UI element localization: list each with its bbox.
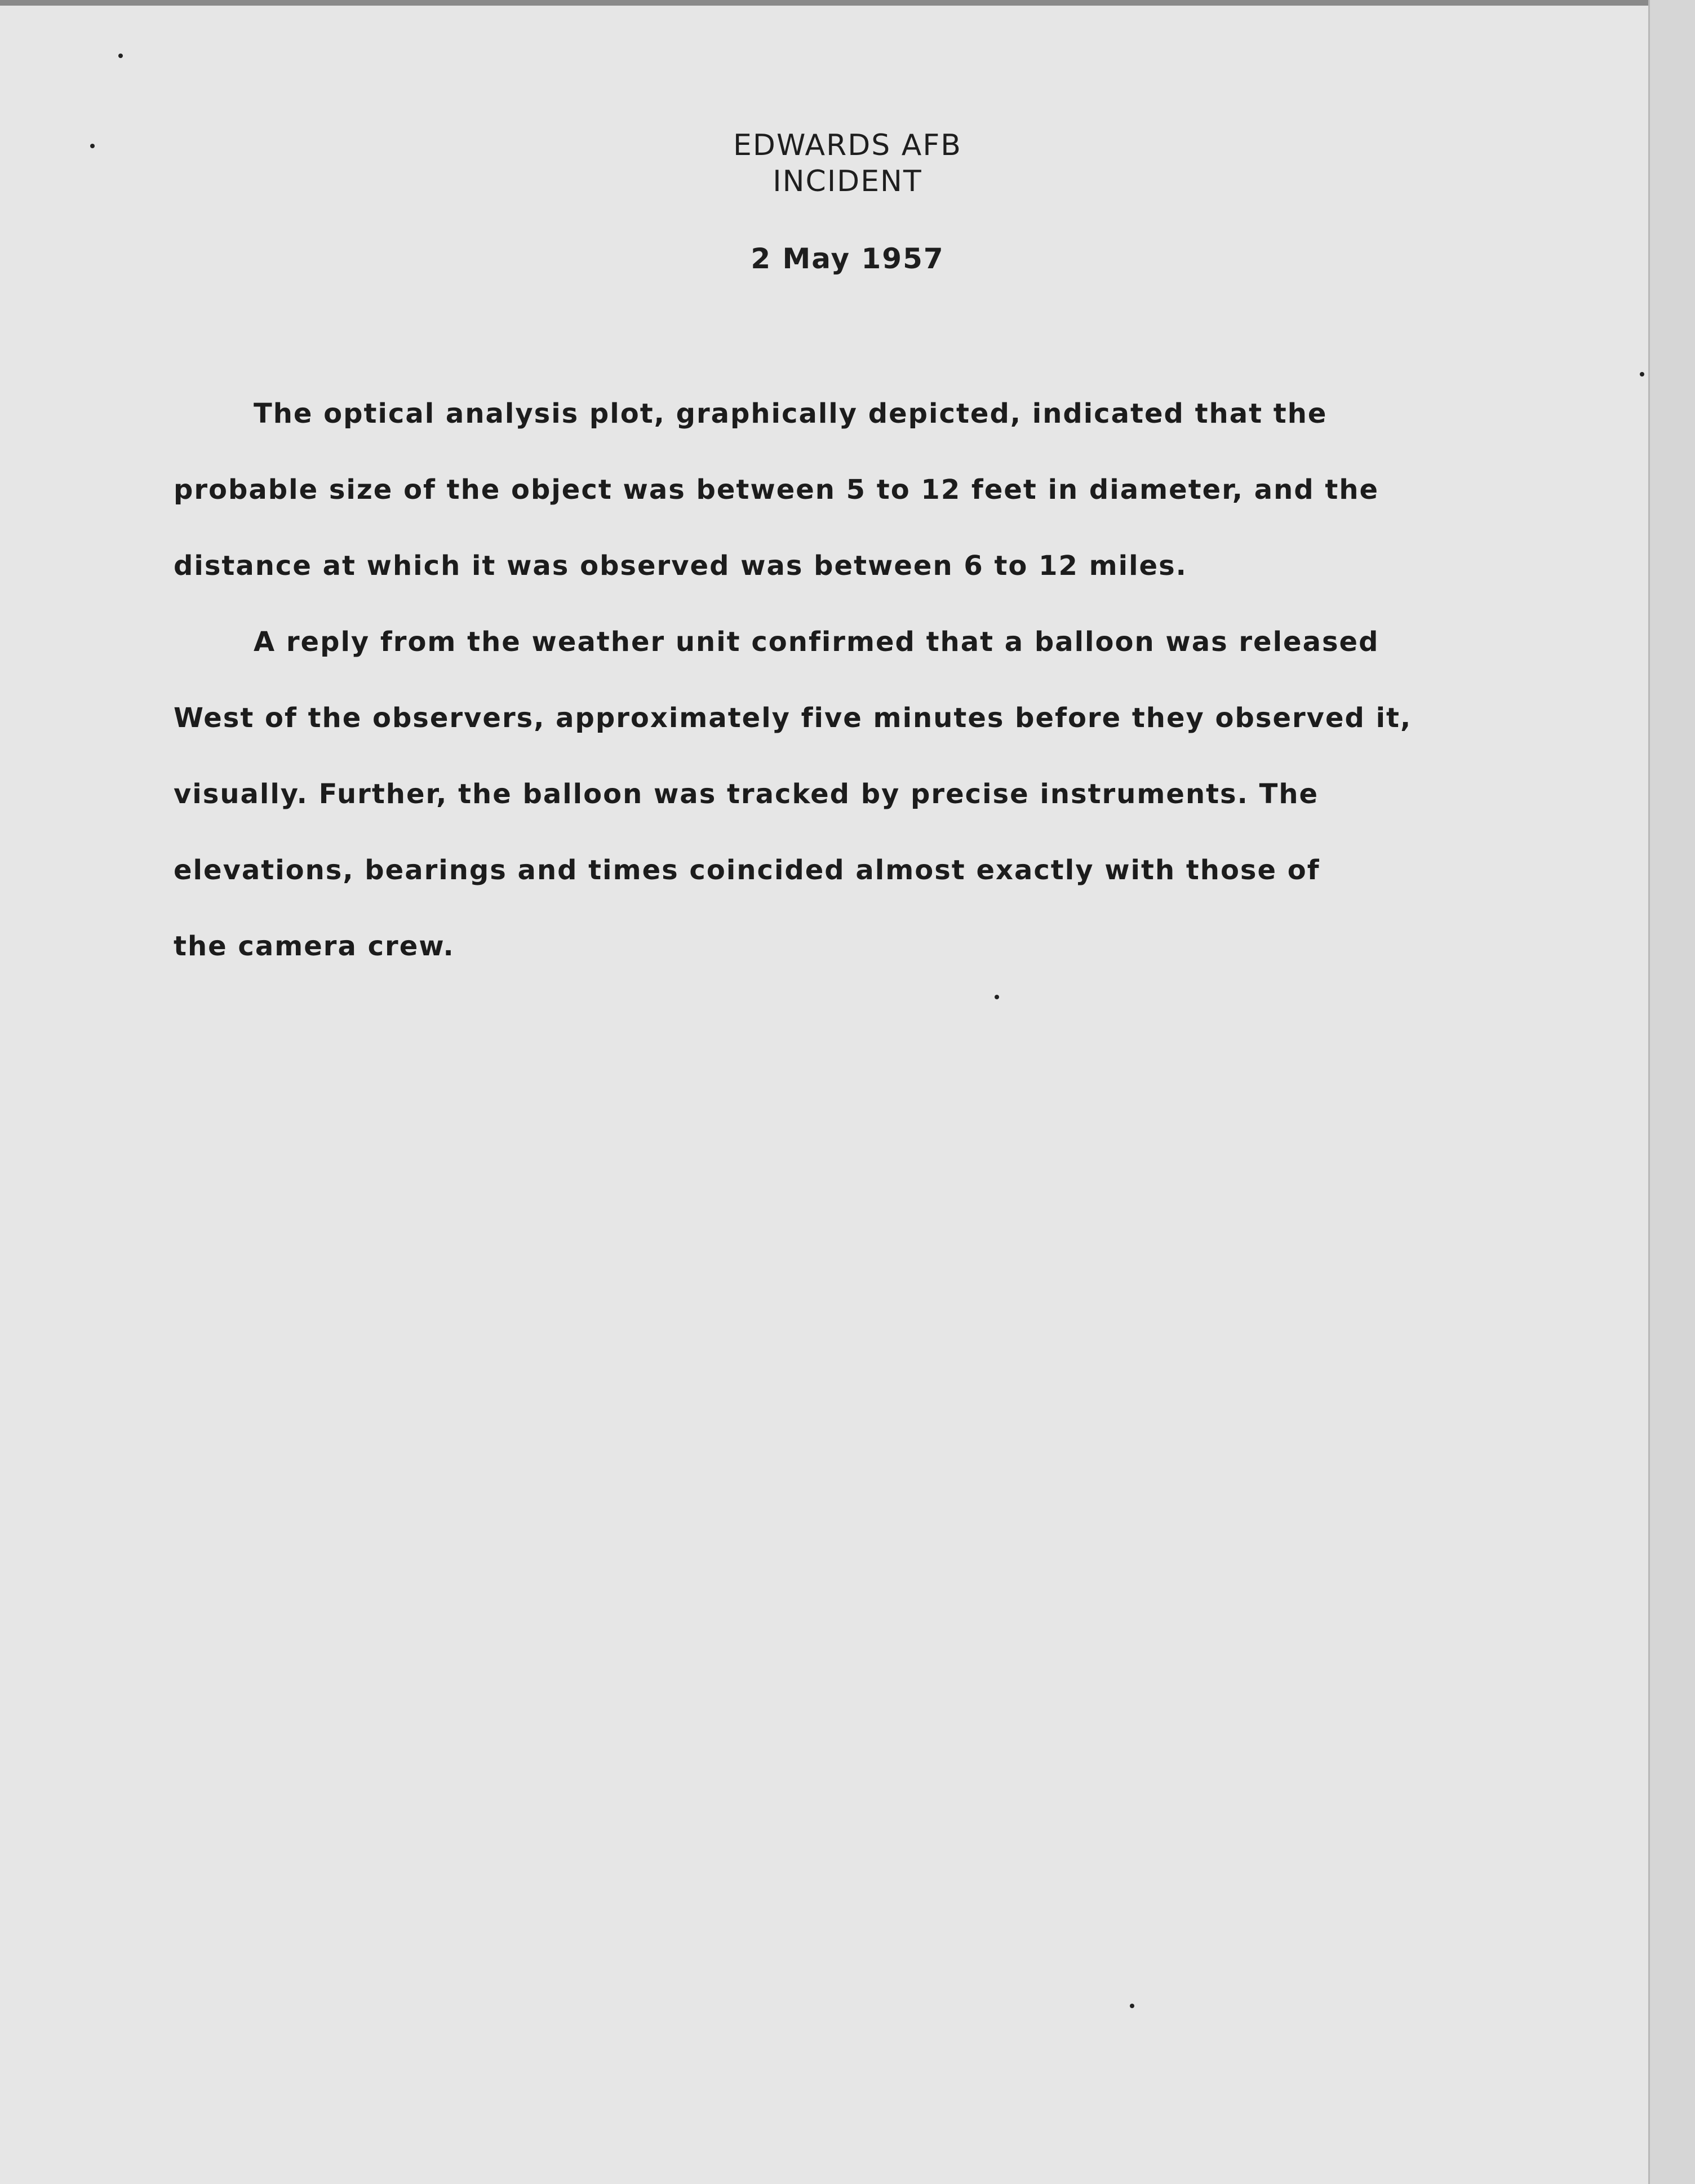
document-title-line-1: EDWARDS AFB bbox=[733, 129, 962, 162]
paragraph-1-line-3: distance at which it was observed was between 6 to 12 miles. bbox=[174, 550, 1187, 582]
bleed-through-shadow bbox=[237, 975, 1533, 1009]
document-title-line-2: INCIDENT bbox=[773, 165, 922, 198]
scan-right-edge bbox=[1648, 0, 1695, 2184]
document-date: 2 May 1957 bbox=[751, 242, 944, 275]
paragraph-1-line-2: probable size of the object was between 5 to 12 feet in diameter, and the bbox=[174, 474, 1379, 506]
paragraph-2-line-3: visually. Further, the balloon was tracked by precise instruments. The bbox=[174, 778, 1319, 810]
paragraph-2-line-5: the camera crew. bbox=[174, 931, 455, 962]
scan-speck bbox=[1640, 372, 1644, 376]
paragraph-2-line-4: elevations, bearings and times coincided almost exactly with those of bbox=[174, 854, 1320, 886]
paragraph-1-line-1: The optical analysis plot, graphically depicted, indicated that the bbox=[254, 398, 1328, 429]
paragraph-2-line-1: A reply from the weather unit confirmed that a balloon was released bbox=[254, 626, 1379, 658]
scan-speck bbox=[118, 54, 123, 58]
scan-speck bbox=[995, 995, 999, 999]
scan-top-edge bbox=[0, 0, 1695, 6]
paragraph-2-line-2: West of the observers, approximately five minutes before they observed it, bbox=[174, 702, 1412, 734]
scan-speck bbox=[1130, 2004, 1134, 2008]
